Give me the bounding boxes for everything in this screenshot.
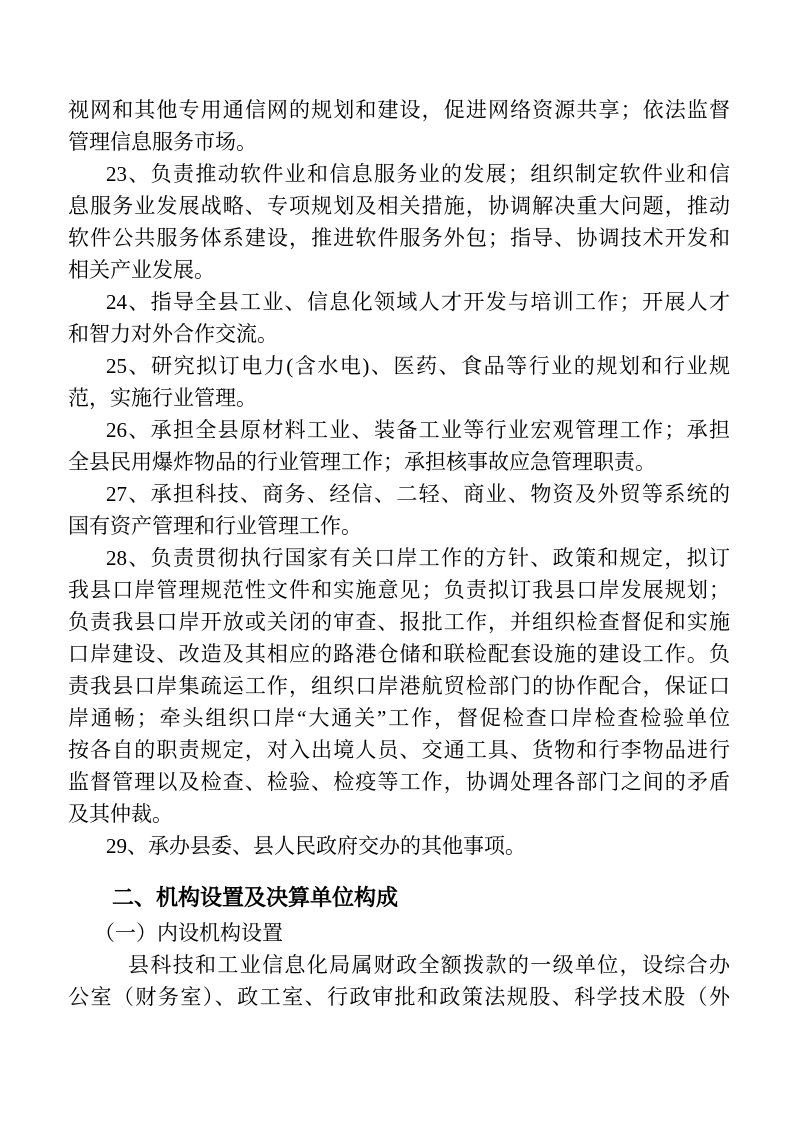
body-line: 责我县口岸集疏运工作，组织口岸港航贸检部门的协作配合，保证口 <box>68 674 730 698</box>
body-line: 我县口岸管理规范性文件和实施意见；负责拟订我县口岸发展规划； <box>68 578 730 602</box>
body-line: 公室（财务室）、政工室、行政审批和政策法规股、科学技术股（外 <box>68 985 730 1009</box>
item-23-line: 23、负责推动软件业和信息服务业的发展；组织制定软件业和信 <box>106 162 730 186</box>
body-line: 管理信息服务市场。 <box>68 130 257 154</box>
body-line: 全县民用爆炸物品的行业管理工作；承担核事故应急管理职责。 <box>68 450 656 474</box>
document-body <box>68 94 730 1013</box>
body-line: 县科技和工业信息化局属财政全额拨款的一级单位，设综合办 <box>128 953 730 977</box>
item-28-line: 28、负责贯彻执行国家有关口岸工作的方针、政策和规定，拟订 <box>106 546 730 570</box>
body-line: 及其仲裁。 <box>68 802 173 826</box>
body-line: 视网和其他专用通信网的规划和建设，促进网络资源共享；依法监督 <box>68 98 730 122</box>
body-line: 息服务业发展战略、专项规划及相关措施，协调解决重大问题，推动 <box>68 194 730 218</box>
body-line: 按各自的职责规定，对入出境人员、交通工具、货物和行李物品进行 <box>68 738 730 762</box>
body-line: 国有资产管理和行业管理工作。 <box>68 514 362 538</box>
subsection-heading: （一）内设机构设置 <box>94 921 283 945</box>
item-29-line: 29、承办县委、县人民政府交办的其他事项。 <box>106 834 526 858</box>
item-26-line: 26、承担全县原材料工业、装备工业等行业宏观管理工作；承担 <box>106 418 730 442</box>
body-line: 软件公共服务体系建设，推进软件服务外包；指导、协调技术开发和 <box>68 226 730 250</box>
body-line: 范，实施行业管理。 <box>68 386 257 410</box>
body-line: 监督管理以及检查、检验、检疫等工作，协调处理各部门之间的矛盾 <box>68 770 730 794</box>
body-line: 岸通畅；牵头组织口岸“大通关”工作，督促检查口岸检查检验单位 <box>68 706 730 730</box>
body-line: 负责我县口岸开放或关闭的审查、报批工作，并组织检查督促和实施 <box>68 610 730 634</box>
item-27-line: 27、承担科技、商务、经信、二轻、商业、物资及外贸等系统的 <box>106 482 730 506</box>
body-line: 和智力对外合作交流。 <box>68 322 278 346</box>
item-25-line: 25、研究拟订电力(含水电)、医药、食品等行业的规划和行业规 <box>106 354 730 378</box>
section-heading-2: 二、机构设置及决算单位构成 <box>112 885 399 910</box>
body-line: 口岸建设、改造及其相应的路港仓储和联检配套设施的建设工作。负 <box>68 642 730 666</box>
body-line: 相关产业发展。 <box>68 258 215 282</box>
item-24-line: 24、指导全县工业、信息化领域人才开发与培训工作；开展人才 <box>106 290 730 314</box>
